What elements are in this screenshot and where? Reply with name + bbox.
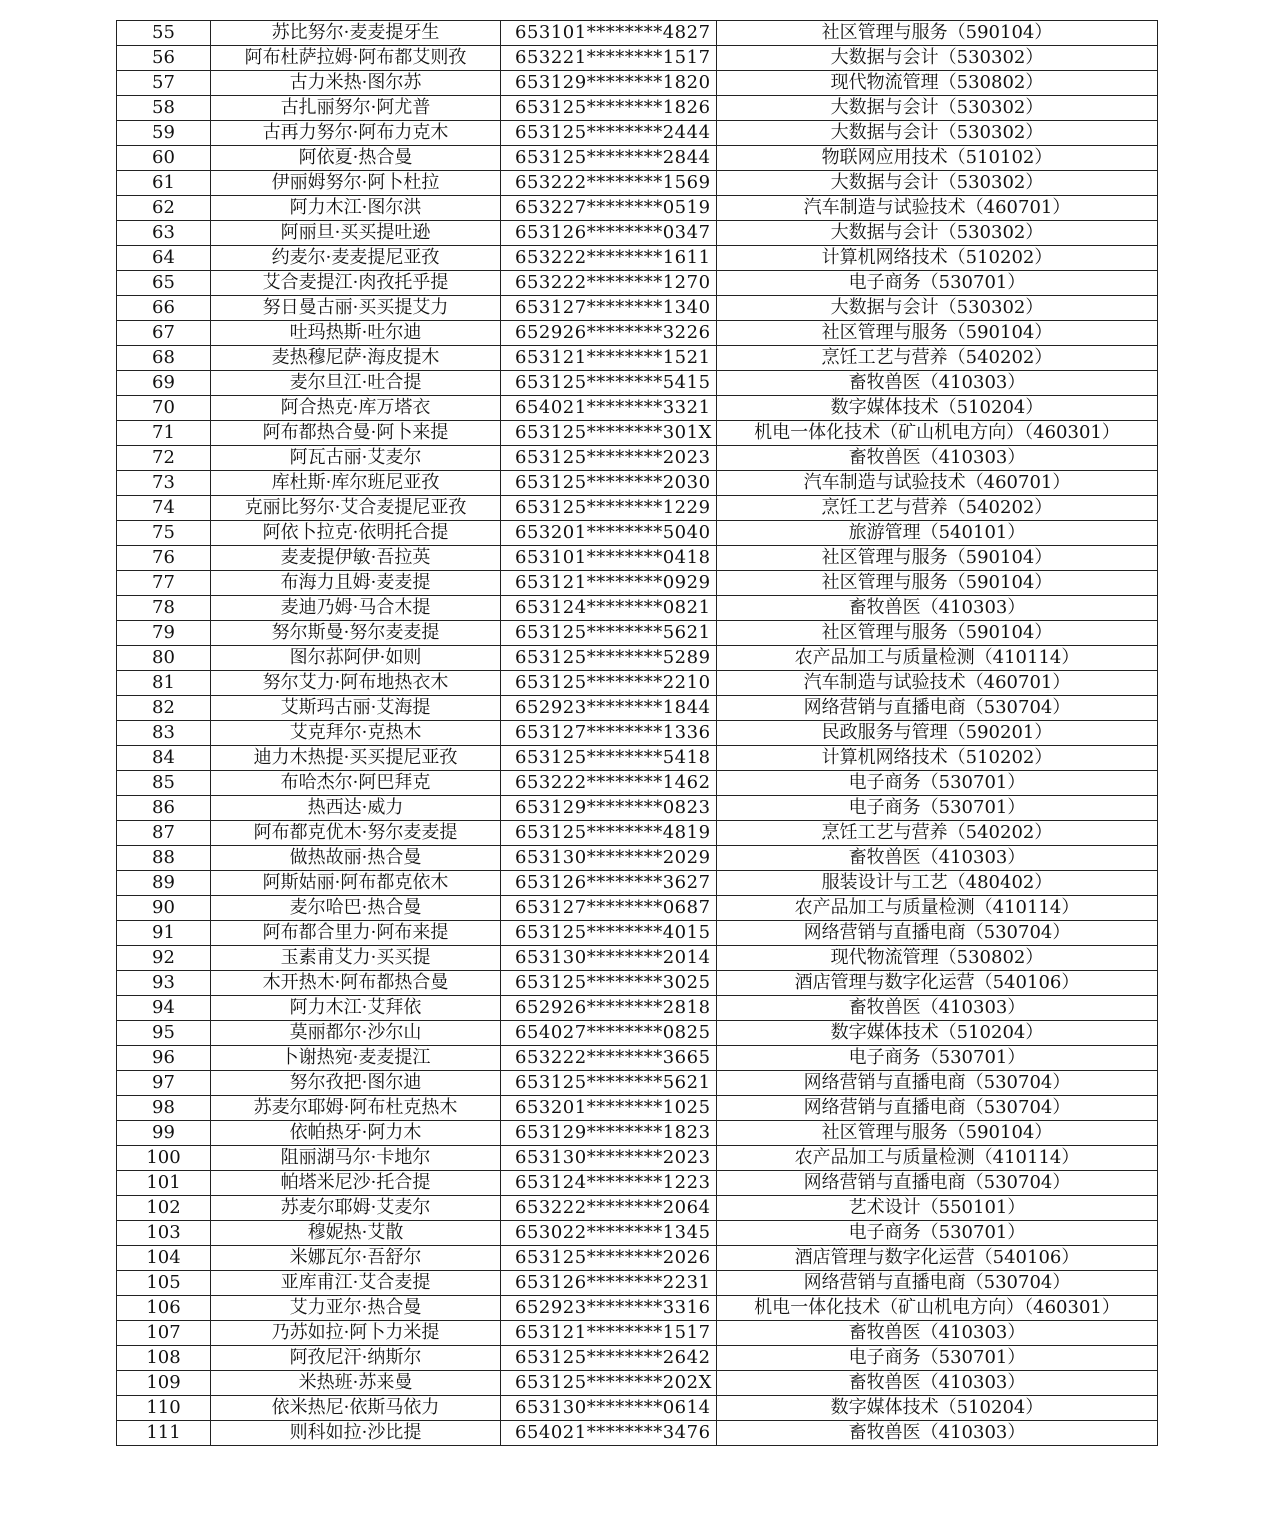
row-number-cell: 66: [117, 296, 211, 321]
row-number-cell: 90: [117, 896, 211, 921]
major-cell: 数字媒体技术（510204）: [717, 1396, 1158, 1421]
table-row: [117, 246, 1158, 271]
major-cell: 农产品加工与质量检测（410114）: [717, 646, 1158, 671]
student-name-cell: 麦麦提伊敏·吾拉英: [211, 546, 501, 571]
major-cell: 社区管理与服务（590104）: [717, 571, 1158, 596]
major-cell: 烹饪工艺与营养（540202）: [717, 821, 1158, 846]
student-name-cell: 艾斯玛古丽·艾海提: [211, 696, 501, 721]
id-number-cell: 654021********3476: [501, 1421, 717, 1446]
major-cell: 电子商务（530701）: [717, 796, 1158, 821]
student-name-cell: 阿布杜萨拉姆·阿布都艾则孜: [211, 46, 501, 71]
table-row: [117, 171, 1158, 196]
row-number-cell: 92: [117, 946, 211, 971]
id-number-cell: 653125********4819: [501, 821, 717, 846]
major-cell: 畜牧兽医（410303）: [717, 1371, 1158, 1396]
major-cell: 网络营销与直播电商（530704）: [717, 696, 1158, 721]
student-name-cell: 则科如拉·沙比提: [211, 1421, 501, 1446]
table-row: [117, 896, 1158, 921]
major-cell: 电子商务（530701）: [717, 771, 1158, 796]
id-number-cell: 653125********5418: [501, 746, 717, 771]
id-number-cell: 653127********0687: [501, 896, 717, 921]
table-row: [117, 21, 1158, 46]
student-name-cell: 阿丽旦·买买提吐逊: [211, 221, 501, 246]
table-body: [117, 21, 1158, 1446]
id-number-cell: 653125********2844: [501, 146, 717, 171]
major-cell: 社区管理与服务（590104）: [717, 21, 1158, 46]
table-row: [117, 46, 1158, 71]
table-row: [117, 1296, 1158, 1321]
id-number-cell: 653125********5289: [501, 646, 717, 671]
row-number-cell: 95: [117, 1021, 211, 1046]
student-name-cell: 布哈杰尔·阿巴拜克: [211, 771, 501, 796]
table-row: [117, 71, 1158, 96]
major-cell: 烹饪工艺与营养（540202）: [717, 346, 1158, 371]
id-number-cell: 653201********5040: [501, 521, 717, 546]
row-number-cell: 104: [117, 1246, 211, 1271]
major-cell: 大数据与会计（530302）: [717, 171, 1158, 196]
table-row: [117, 621, 1158, 646]
major-cell: 畜牧兽医（410303）: [717, 596, 1158, 621]
student-name-cell: 阻丽湖马尔·卡地尔: [211, 1146, 501, 1171]
table-row: [117, 271, 1158, 296]
major-cell: 民政服务与管理（590201）: [717, 721, 1158, 746]
id-number-cell: 653121********1517: [501, 1321, 717, 1346]
student-name-cell: 艾克拜尔·克热木: [211, 721, 501, 746]
student-name-cell: 图尔荪阿伊·如则: [211, 646, 501, 671]
table-row: [117, 296, 1158, 321]
student-name-cell: 古力米热·图尔苏: [211, 71, 501, 96]
student-name-cell: 阿力木江·艾拜依: [211, 996, 501, 1021]
id-number-cell: 654027********0825: [501, 1021, 717, 1046]
student-list-table: [116, 20, 1158, 1446]
id-number-cell: 652926********3226: [501, 321, 717, 346]
row-number-cell: 80: [117, 646, 211, 671]
major-cell: 酒店管理与数字化运营（540106）: [717, 971, 1158, 996]
major-cell: 现代物流管理（530802）: [717, 946, 1158, 971]
row-number-cell: 56: [117, 46, 211, 71]
row-number-cell: 77: [117, 571, 211, 596]
id-number-cell: 653126********0347: [501, 221, 717, 246]
major-cell: 社区管理与服务（590104）: [717, 1121, 1158, 1146]
table-row: [117, 596, 1158, 621]
table-row: [117, 1046, 1158, 1071]
table-row: [117, 571, 1158, 596]
student-name-cell: 穆妮热·艾散: [211, 1221, 501, 1246]
student-name-cell: 艾力亚尔·热合曼: [211, 1296, 501, 1321]
major-cell: 网络营销与直播电商（530704）: [717, 1271, 1158, 1296]
student-name-cell: 阿依夏·热合曼: [211, 146, 501, 171]
row-number-cell: 107: [117, 1321, 211, 1346]
id-number-cell: 653125********5621: [501, 1071, 717, 1096]
id-number-cell: 653129********0823: [501, 796, 717, 821]
student-name-cell: 乃苏如拉·阿卜力米提: [211, 1321, 501, 1346]
table-row: [117, 696, 1158, 721]
student-name-cell: 约麦尔·麦麦提尼亚孜: [211, 246, 501, 271]
id-number-cell: 653125********2030: [501, 471, 717, 496]
table-row: [117, 221, 1158, 246]
student-name-cell: 阿斯姑丽·阿布都克依木: [211, 871, 501, 896]
table-row: [117, 846, 1158, 871]
row-number-cell: 89: [117, 871, 211, 896]
student-name-cell: 做热故丽·热合曼: [211, 846, 501, 871]
row-number-cell: 67: [117, 321, 211, 346]
id-number-cell: 653130********2029: [501, 846, 717, 871]
table-row: [117, 1271, 1158, 1296]
row-number-cell: 82: [117, 696, 211, 721]
table-row: [117, 1171, 1158, 1196]
row-number-cell: 83: [117, 721, 211, 746]
id-number-cell: 653125********5415: [501, 371, 717, 396]
id-number-cell: 653127********1336: [501, 721, 717, 746]
row-number-cell: 61: [117, 171, 211, 196]
row-number-cell: 98: [117, 1096, 211, 1121]
major-cell: 电子商务（530701）: [717, 271, 1158, 296]
row-number-cell: 105: [117, 1271, 211, 1296]
row-number-cell: 109: [117, 1371, 211, 1396]
row-number-cell: 72: [117, 446, 211, 471]
student-name-cell: 布海力且姆·麦麦提: [211, 571, 501, 596]
id-number-cell: 653125********2210: [501, 671, 717, 696]
table-row: [117, 121, 1158, 146]
id-number-cell: 653125********5621: [501, 621, 717, 646]
table-row: [117, 771, 1158, 796]
table-row: [117, 421, 1158, 446]
student-name-cell: 阿力木江·图尔洪: [211, 196, 501, 221]
major-cell: 数字媒体技术（510204）: [717, 1021, 1158, 1046]
table-row: [117, 346, 1158, 371]
id-number-cell: 653222********1611: [501, 246, 717, 271]
id-number-cell: 652923********3316: [501, 1296, 717, 1321]
row-number-cell: 88: [117, 846, 211, 871]
major-cell: 大数据与会计（530302）: [717, 46, 1158, 71]
id-number-cell: 653125********2026: [501, 1246, 717, 1271]
student-name-cell: 阿孜尼汗·纳斯尔: [211, 1346, 501, 1371]
student-name-cell: 阿布都克优木·努尔麦麦提: [211, 821, 501, 846]
table-row: [117, 921, 1158, 946]
student-name-cell: 克丽比努尔·艾合麦提尼亚孜: [211, 496, 501, 521]
student-name-cell: 苏麦尔耶姆·阿布杜克热木: [211, 1096, 501, 1121]
row-number-cell: 59: [117, 121, 211, 146]
student-name-cell: 迪力木热提·买买提尼亚孜: [211, 746, 501, 771]
major-cell: 网络营销与直播电商（530704）: [717, 1096, 1158, 1121]
major-cell: 烹饪工艺与营养（540202）: [717, 496, 1158, 521]
row-number-cell: 65: [117, 271, 211, 296]
student-name-cell: 苏比努尔·麦麦提牙生: [211, 21, 501, 46]
row-number-cell: 100: [117, 1146, 211, 1171]
id-number-cell: 653125********4015: [501, 921, 717, 946]
table-row: [117, 1071, 1158, 1096]
id-number-cell: 653125********202X: [501, 1371, 717, 1396]
major-cell: 网络营销与直播电商（530704）: [717, 1071, 1158, 1096]
id-number-cell: 653121********1521: [501, 346, 717, 371]
student-name-cell: 热西达·威力: [211, 796, 501, 821]
major-cell: 计算机网络技术（510202）: [717, 746, 1158, 771]
major-cell: 服装设计与工艺（480402）: [717, 871, 1158, 896]
table-row: [117, 821, 1158, 846]
id-number-cell: 653125********3025: [501, 971, 717, 996]
row-number-cell: 63: [117, 221, 211, 246]
major-cell: 畜牧兽医（410303）: [717, 371, 1158, 396]
id-number-cell: 653125********2444: [501, 121, 717, 146]
student-name-cell: 努日曼古丽·买买提艾力: [211, 296, 501, 321]
table-row: [117, 1321, 1158, 1346]
table-row: [117, 1096, 1158, 1121]
id-number-cell: 653125********2023: [501, 446, 717, 471]
table-row: [117, 796, 1158, 821]
major-cell: 网络营销与直播电商（530704）: [717, 921, 1158, 946]
student-name-cell: 米热班·苏来曼: [211, 1371, 501, 1396]
id-number-cell: 653125********301X: [501, 421, 717, 446]
major-cell: 畜牧兽医（410303）: [717, 1321, 1158, 1346]
id-number-cell: 653125********1229: [501, 496, 717, 521]
table-row: [117, 146, 1158, 171]
major-cell: 畜牧兽医（410303）: [717, 1421, 1158, 1446]
row-number-cell: 94: [117, 996, 211, 1021]
id-number-cell: 653125********2642: [501, 1346, 717, 1371]
major-cell: 社区管理与服务（590104）: [717, 621, 1158, 646]
row-number-cell: 103: [117, 1221, 211, 1246]
row-number-cell: 101: [117, 1171, 211, 1196]
row-number-cell: 69: [117, 371, 211, 396]
table-row: [117, 1346, 1158, 1371]
table-row: [117, 1146, 1158, 1171]
student-name-cell: 麦热穆尼萨·海皮提木: [211, 346, 501, 371]
row-number-cell: 57: [117, 71, 211, 96]
student-name-cell: 努尔艾力·阿布地热衣木: [211, 671, 501, 696]
major-cell: 社区管理与服务（590104）: [717, 321, 1158, 346]
row-number-cell: 97: [117, 1071, 211, 1096]
id-number-cell: 653126********3627: [501, 871, 717, 896]
student-name-cell: 古扎丽努尔·阿尤普: [211, 96, 501, 121]
row-number-cell: 74: [117, 496, 211, 521]
row-number-cell: 55: [117, 21, 211, 46]
id-number-cell: 653124********0821: [501, 596, 717, 621]
student-name-cell: 库杜斯·库尔班尼亚孜: [211, 471, 501, 496]
table-row: [117, 1421, 1158, 1446]
student-name-cell: 玉素甫艾力·买买提: [211, 946, 501, 971]
id-number-cell: 654021********3321: [501, 396, 717, 421]
id-number-cell: 652923********1844: [501, 696, 717, 721]
table-row: [117, 1396, 1158, 1421]
major-cell: 大数据与会计（530302）: [717, 96, 1158, 121]
major-cell: 农产品加工与质量检测（410114）: [717, 896, 1158, 921]
row-number-cell: 106: [117, 1296, 211, 1321]
id-number-cell: 653126********2231: [501, 1271, 717, 1296]
major-cell: 汽车制造与试验技术（460701）: [717, 671, 1158, 696]
table-row: [117, 371, 1158, 396]
major-cell: 机电一体化技术（矿山机电方向）（460301）: [717, 1296, 1158, 1321]
table-row: [117, 396, 1158, 421]
row-number-cell: 110: [117, 1396, 211, 1421]
row-number-cell: 78: [117, 596, 211, 621]
student-name-cell: 阿布都热合曼·阿卜来提: [211, 421, 501, 446]
table-row: [117, 996, 1158, 1021]
row-number-cell: 60: [117, 146, 211, 171]
row-number-cell: 87: [117, 821, 211, 846]
student-name-cell: 阿瓦古丽·艾麦尔: [211, 446, 501, 471]
row-number-cell: 75: [117, 521, 211, 546]
row-number-cell: 102: [117, 1196, 211, 1221]
id-number-cell: 653222********1569: [501, 171, 717, 196]
table-row: [117, 1246, 1158, 1271]
row-number-cell: 111: [117, 1421, 211, 1446]
id-number-cell: 653129********1820: [501, 71, 717, 96]
id-number-cell: 653129********1823: [501, 1121, 717, 1146]
table-row: [117, 1196, 1158, 1221]
major-cell: 机电一体化技术（矿山机电方向）（460301）: [717, 421, 1158, 446]
table-row: [117, 721, 1158, 746]
student-name-cell: 吐玛热斯·吐尔迪: [211, 321, 501, 346]
row-number-cell: 62: [117, 196, 211, 221]
major-cell: 酒店管理与数字化运营（540106）: [717, 1246, 1158, 1271]
row-number-cell: 81: [117, 671, 211, 696]
major-cell: 畜牧兽医（410303）: [717, 446, 1158, 471]
id-number-cell: 653130********2023: [501, 1146, 717, 1171]
student-name-cell: 努尔斯曼·努尔麦麦提: [211, 621, 501, 646]
major-cell: 汽车制造与试验技术（460701）: [717, 471, 1158, 496]
row-number-cell: 99: [117, 1121, 211, 1146]
student-name-cell: 依帕热牙·阿力木: [211, 1121, 501, 1146]
row-number-cell: 68: [117, 346, 211, 371]
row-number-cell: 58: [117, 96, 211, 121]
row-number-cell: 91: [117, 921, 211, 946]
major-cell: 电子商务（530701）: [717, 1346, 1158, 1371]
id-number-cell: 653130********0614: [501, 1396, 717, 1421]
table-row: [117, 521, 1158, 546]
major-cell: 网络营销与直播电商（530704）: [717, 1171, 1158, 1196]
major-cell: 畜牧兽医（410303）: [717, 846, 1158, 871]
id-number-cell: 653222********3665: [501, 1046, 717, 1071]
major-cell: 数字媒体技术（510204）: [717, 396, 1158, 421]
id-number-cell: 653222********2064: [501, 1196, 717, 1221]
major-cell: 现代物流管理（530802）: [717, 71, 1158, 96]
table-row: [117, 471, 1158, 496]
major-cell: 电子商务（530701）: [717, 1046, 1158, 1071]
id-number-cell: 653222********1462: [501, 771, 717, 796]
major-cell: 艺术设计（550101）: [717, 1196, 1158, 1221]
table-row: [117, 96, 1158, 121]
student-name-cell: 卜谢热宛·麦麦提江: [211, 1046, 501, 1071]
major-cell: 大数据与会计（530302）: [717, 221, 1158, 246]
major-cell: 物联网应用技术（510102）: [717, 146, 1158, 171]
student-name-cell: 亚库甫江·艾合麦提: [211, 1271, 501, 1296]
student-name-cell: 麦尔旦江·吐合提: [211, 371, 501, 396]
major-cell: 社区管理与服务（590104）: [717, 546, 1158, 571]
student-name-cell: 帕塔米尼沙·托合提: [211, 1171, 501, 1196]
major-cell: 农产品加工与质量检测（410114）: [717, 1146, 1158, 1171]
row-number-cell: 93: [117, 971, 211, 996]
student-name-cell: 苏麦尔耶姆·艾麦尔: [211, 1196, 501, 1221]
student-name-cell: 伊丽姆努尔·阿卜杜拉: [211, 171, 501, 196]
row-number-cell: 84: [117, 746, 211, 771]
table-row: [117, 871, 1158, 896]
row-number-cell: 71: [117, 421, 211, 446]
id-number-cell: 653130********2014: [501, 946, 717, 971]
table-row: [117, 1021, 1158, 1046]
table-row: [117, 1121, 1158, 1146]
id-number-cell: 653221********1517: [501, 46, 717, 71]
table-row: [117, 496, 1158, 521]
table-row: [117, 646, 1158, 671]
student-name-cell: 艾合麦提江·肉孜托乎提: [211, 271, 501, 296]
major-cell: 电子商务（530701）: [717, 1221, 1158, 1246]
row-number-cell: 108: [117, 1346, 211, 1371]
row-number-cell: 85: [117, 771, 211, 796]
student-name-cell: 努尔孜把·图尔迪: [211, 1071, 501, 1096]
table-row: [117, 1371, 1158, 1396]
major-cell: 汽车制造与试验技术（460701）: [717, 196, 1158, 221]
table-row: [117, 1221, 1158, 1246]
student-name-cell: 古再力努尔·阿布力克木: [211, 121, 501, 146]
student-name-cell: 依米热尼·依斯马依力: [211, 1396, 501, 1421]
id-number-cell: 652926********2818: [501, 996, 717, 1021]
student-name-cell: 阿布都合里力·阿布来提: [211, 921, 501, 946]
id-number-cell: 653121********0929: [501, 571, 717, 596]
student-name-cell: 米娜瓦尔·吾舒尔: [211, 1246, 501, 1271]
id-number-cell: 653101********0418: [501, 546, 717, 571]
student-name-cell: 莫丽都尔·沙尔山: [211, 1021, 501, 1046]
row-number-cell: 79: [117, 621, 211, 646]
table-row: [117, 446, 1158, 471]
table-row: [117, 196, 1158, 221]
id-number-cell: 653022********1345: [501, 1221, 717, 1246]
table-row: [117, 971, 1158, 996]
row-number-cell: 64: [117, 246, 211, 271]
id-number-cell: 653227********0519: [501, 196, 717, 221]
row-number-cell: 86: [117, 796, 211, 821]
row-number-cell: 96: [117, 1046, 211, 1071]
table-row: [117, 746, 1158, 771]
table-row: [117, 946, 1158, 971]
row-number-cell: 70: [117, 396, 211, 421]
table-row: [117, 321, 1158, 346]
student-name-cell: 阿依卜拉克·依明托合提: [211, 521, 501, 546]
id-number-cell: 653222********1270: [501, 271, 717, 296]
id-number-cell: 653101********4827: [501, 21, 717, 46]
id-number-cell: 653127********1340: [501, 296, 717, 321]
row-number-cell: 73: [117, 471, 211, 496]
major-cell: 大数据与会计（530302）: [717, 121, 1158, 146]
major-cell: 计算机网络技术（510202）: [717, 246, 1158, 271]
student-name-cell: 麦迪乃姆·马合木提: [211, 596, 501, 621]
major-cell: 大数据与会计（530302）: [717, 296, 1158, 321]
student-name-cell: 麦尔哈巴·热合曼: [211, 896, 501, 921]
major-cell: 畜牧兽医（410303）: [717, 996, 1158, 1021]
id-number-cell: 653201********1025: [501, 1096, 717, 1121]
row-number-cell: 76: [117, 546, 211, 571]
id-number-cell: 653124********1223: [501, 1171, 717, 1196]
table-row: [117, 671, 1158, 696]
id-number-cell: 653125********1826: [501, 96, 717, 121]
table-row: [117, 546, 1158, 571]
major-cell: 旅游管理（540101）: [717, 521, 1158, 546]
student-name-cell: 木开热木·阿布都热合曼: [211, 971, 501, 996]
student-name-cell: 阿合热克·库万塔衣: [211, 396, 501, 421]
